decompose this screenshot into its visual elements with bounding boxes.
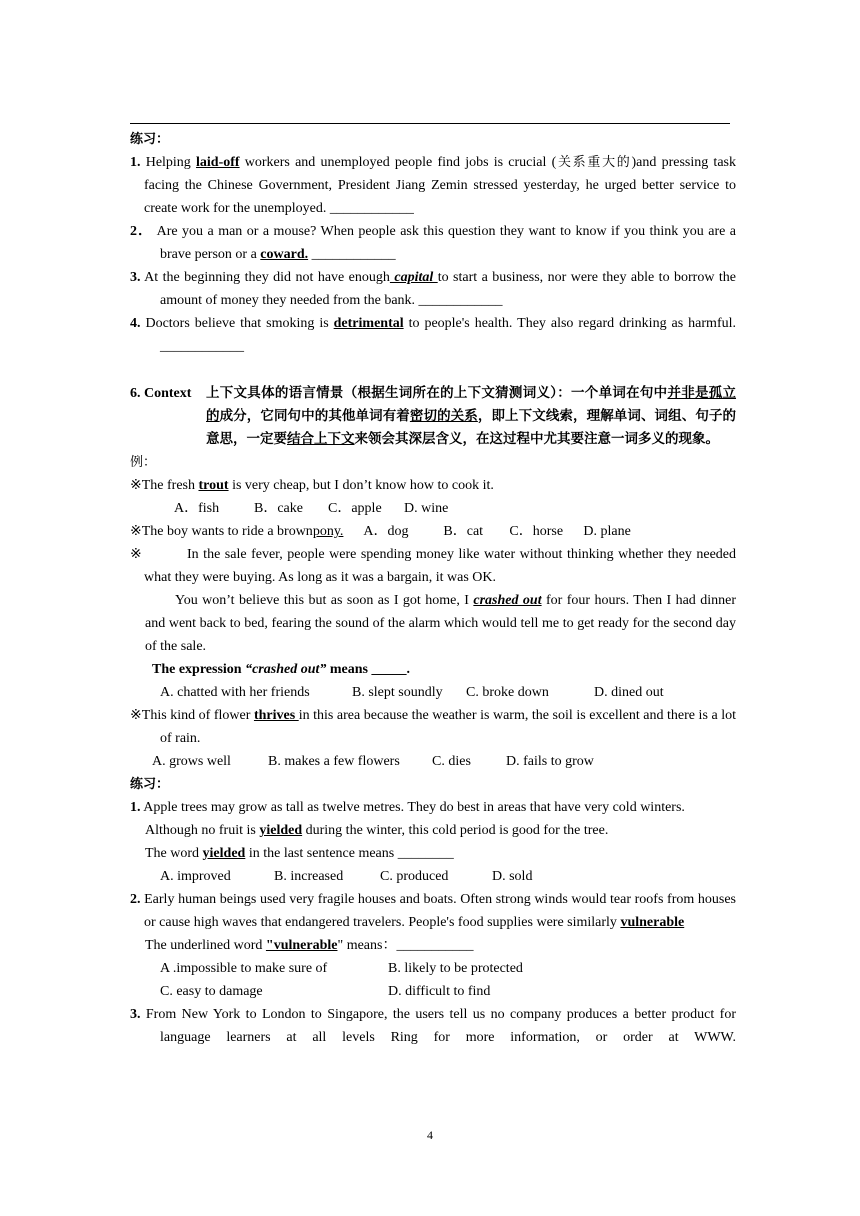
example-2-option-d: D. plane — [583, 524, 631, 539]
example-3-passage-2 — [130, 589, 736, 658]
exercise-3-text-b: to start a business, nor were they able to borrow the amount of money they needed from the bank. ____________ — [160, 270, 736, 308]
example-4-option-c: C. dies — [432, 754, 471, 769]
exercise-3 — [130, 266, 736, 312]
practice-2-option-c: C. easy to damage — [160, 984, 263, 999]
example-2-keyword: pony. — [312, 524, 344, 539]
practice-1-text-b: Although no fruit is — [145, 823, 260, 838]
practice-1-text-a: Apple trees may grow as tall as twelve metres. They do best in areas that have very cold winters. — [140, 800, 685, 815]
practice-2-question-b: " means：___________ — [337, 938, 474, 953]
context-text-3: ，即上下文线索，理解单词、词组、句子的意思，一定要 — [206, 408, 737, 447]
document-body — [130, 128, 736, 1049]
example-1-option-b: B．cake — [254, 501, 303, 516]
example-4-options — [130, 750, 736, 773]
example-1-keyword: trout — [198, 478, 229, 493]
exercise-3-keyword: capital — [389, 270, 438, 285]
context-heading: 6. Context — [130, 386, 192, 401]
header-rule — [130, 123, 730, 124]
practice-2-keyword: vulnerable — [620, 915, 685, 930]
section2-heading: 练习： — [130, 777, 170, 792]
exercise-4-number: 4. — [130, 316, 141, 331]
practice-1-number: 1. — [130, 800, 141, 815]
example-3-text-a: You won’t believe this but as soon as I got home, I — [175, 593, 474, 608]
practice-1-line-1 — [130, 796, 736, 819]
example-2-text: ※The boy wants to ride a brown — [130, 524, 313, 539]
practice-2-number: 2. — [130, 892, 141, 907]
example-4-text-a: ※This kind of flower — [130, 708, 254, 723]
example-4-keyword: thrives — [253, 708, 299, 723]
exercise-4 — [130, 312, 736, 358]
section1-heading: 练习： — [130, 132, 170, 147]
example-3-question-keyword: “crashed out” — [245, 662, 327, 677]
exercise-2-keyword: coward. — [260, 247, 309, 262]
exercise-2-text-b: ____________ — [308, 247, 396, 262]
example-2-option-a: A．dog — [363, 524, 409, 539]
example-1-text-a: ※The fresh — [130, 478, 199, 493]
exercise-1-number: 1. — [130, 155, 141, 170]
exercise-3-number: 3. — [130, 270, 141, 285]
spacer — [130, 358, 736, 381]
example-1-option-a: A．fish — [174, 501, 220, 516]
example-1-options — [130, 497, 736, 520]
practice-1-options — [130, 865, 736, 888]
examples-heading: 例： — [130, 455, 157, 470]
context-underline-3: 结合上下文 — [287, 431, 355, 447]
exercise-2-number: 2． — [130, 224, 153, 239]
practice-1-text-c: during the winter, this cold period is good for the tree. — [302, 823, 609, 838]
exercise-1-text-b: workers and unemployed people find jobs is crucial ( — [239, 155, 557, 170]
example-3-passage-1 — [130, 543, 736, 589]
example-3-option-a: A. chatted with her friends — [160, 685, 310, 700]
practice-1-option-b: B. increased — [274, 869, 344, 884]
context-underline-2: 密切的关系 — [409, 408, 478, 424]
example-2-option-c: C．horse — [509, 524, 564, 539]
practice-3-number: 3. — [130, 1007, 141, 1022]
example-3-keyword: crashed out — [473, 593, 542, 608]
practice-1-question-b: in the last sentence means ________ — [245, 846, 454, 861]
example-2 — [130, 520, 736, 543]
context-underline-1: 并非是孤立的 — [206, 385, 737, 424]
exercise-1-keyword: laid-off — [196, 155, 240, 170]
example-4-option-d: D. fails to grow — [506, 754, 594, 769]
context-text-4: 来领会其深层含义，在这过程中尤其要注意一词多义的现象。 — [354, 431, 719, 447]
exercise-3-text-a: At the beginning they did not have enough — [140, 270, 390, 285]
practice-1-keyword: yielded — [259, 823, 303, 838]
practice-2-option-b: B. likely to be protected — [388, 961, 523, 976]
practice-1-question-keyword: yielded — [202, 846, 246, 861]
context-text-2: 成分，它同句中的其他单词有着 — [219, 408, 410, 424]
example-3-option-b: B. slept soundly — [352, 685, 443, 700]
page-number: 4 — [427, 1128, 433, 1142]
example-3-options — [130, 681, 736, 704]
exercise-4-keyword: detrimental — [333, 316, 404, 331]
practice-2-option-d: D. difficult to find — [388, 984, 491, 999]
example-4-option-a: A. grows well — [152, 754, 231, 769]
example-1-option-d: D. wine — [404, 501, 449, 516]
example-3-option-c: C. broke down — [466, 685, 549, 700]
example-4-option-b: B. makes a few flowers — [268, 754, 400, 769]
context-text-1: 上下文具体的语言情景（根据生词所在的上下文猜测词义）：一个单词在句中 — [206, 385, 668, 401]
practice-1-question-a: The word — [145, 846, 203, 861]
context-explanation — [206, 382, 736, 451]
practice-2 — [130, 888, 736, 934]
practice-2-question-keyword: "vulnerable — [265, 938, 338, 953]
exercise-4-text-b: to people's health. They also regard drinking as harmful. ____________ — [160, 316, 736, 354]
example-3-question-a: The expression — [152, 662, 246, 677]
practice-2-options-row-2 — [130, 980, 736, 1003]
example-3-option-d: D. dined out — [594, 685, 664, 700]
practice-1-line-2 — [130, 819, 736, 842]
practice-2-options-row-1 — [130, 957, 736, 980]
practice-3 — [130, 1003, 736, 1049]
practice-2-question — [130, 934, 736, 957]
exercise-1-text-c: )and pressing task facing the Chinese Government, President Jiang Zemin stressed yesterday, he urged better service to create work for the unemployed. ____________ — [144, 155, 736, 216]
practice-2-text: Early human beings used very fragile houses and boats. Often strong winds would tear roofs from houses or cause high waves that endangered travelers. People's food supplies were similarly — [140, 892, 736, 930]
practice-1-option-c: C. produced — [380, 869, 449, 884]
context-section — [130, 382, 736, 451]
exercise-2 — [130, 220, 736, 266]
example-3-paragraph-1: In the sale fever, people were spending money like water without thinking whether they needed what they were buying. As long as it was a bargain, it was OK. — [144, 547, 736, 585]
practice-3-text: From New York to London to Singapore, the users tell us no company produces a better product for language learners at all levels Ring for more information, or order at WWW. — [140, 1007, 736, 1045]
practice-2-option-a: A .impossible to make sure of — [160, 961, 328, 976]
practice-2-question-a: The underlined word — [145, 938, 266, 953]
example-3-marker: ※ — [130, 547, 142, 562]
example-1-text-b: is very cheap, but I don’t know how to cook it. — [228, 478, 494, 493]
example-2-option-b: B．cat — [443, 524, 484, 539]
example-3-question — [130, 658, 736, 681]
practice-1-question — [130, 842, 736, 865]
example-1-option-c: C．apple — [328, 501, 382, 516]
example-3-text-b: for four hours. Then I had dinner and went back to bed, fearing the sound of the alarm which would tell me to get ready for the second day of the sale. — [145, 593, 736, 654]
exercise-4-text-a: Doctors believe that smoking is — [140, 316, 334, 331]
practice-1-option-a: A. improved — [160, 869, 231, 884]
exercise-1-text-a: Helping — [140, 155, 197, 170]
exercise-1 — [130, 151, 736, 220]
practice-1-option-d: D. sold — [492, 869, 533, 884]
example-4 — [130, 704, 736, 750]
example-3-question-b: means _____. — [326, 662, 411, 677]
exercise-1-chinese-gloss: 关系重大的 — [556, 155, 632, 170]
exercise-2-text-a: Are you a man or a mouse? When people ask this question they want to know if you think you are a brave person or a — [152, 224, 736, 262]
example-4-text-b: in this area because the weather is warm, the soil is excellent and there is a lot of rain. — [160, 708, 736, 746]
example-1 — [130, 474, 736, 497]
